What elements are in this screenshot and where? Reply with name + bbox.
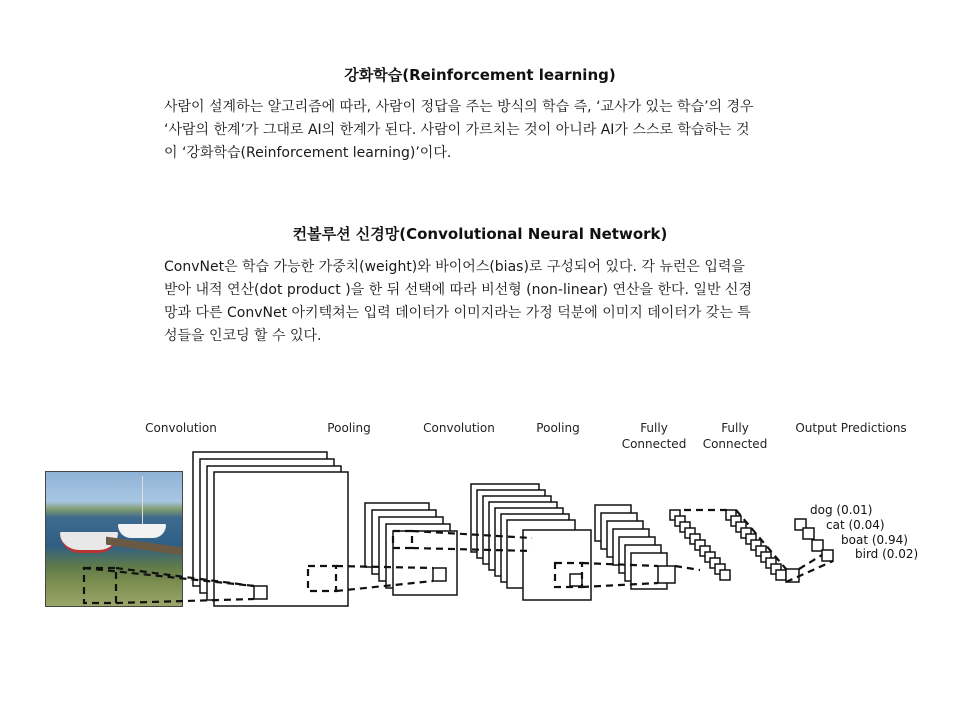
fc2-neuron xyxy=(776,570,786,580)
output-node-bird xyxy=(822,550,833,561)
conv2-map-front xyxy=(523,530,591,600)
caption-line: Fully xyxy=(721,421,749,435)
caption-convolution-2: Convolution xyxy=(423,421,495,435)
section-title-cnn: 컨볼루션 신경망(Convolutional Neural Network) xyxy=(292,225,668,243)
prediction-label: dog xyxy=(810,503,833,517)
input-receptive-field xyxy=(84,568,116,603)
paragraph-line: 이 ‘강화학습(Reinforcement learning)’이다. xyxy=(164,145,452,161)
prediction-value: 0.04 xyxy=(853,518,880,532)
paragraph-line: 받아 내적 연산(dot product )을 한 뒤 선택에 따라 비선형 (non-linear) 연산을 한다. 일반 신경 xyxy=(164,282,752,298)
connector-line xyxy=(799,555,822,569)
caption-convolution-1: Convolution xyxy=(145,421,217,435)
paragraph-line: 망과 다른 ConvNet 아키텍쳐는 입력 데이터가 이미지라는 가정 덕분에 이미지 데이터가 갖는 특 xyxy=(164,305,751,321)
caption-line: Connected xyxy=(702,437,768,451)
pool1-map xyxy=(393,531,457,595)
conv2-receptive-square xyxy=(570,574,582,586)
prediction-boat: boat (0.94) xyxy=(841,533,908,547)
caption-output-predictions: Output Predictions xyxy=(795,421,907,435)
output-node-cat xyxy=(803,528,814,539)
fc1-neuron xyxy=(720,570,730,580)
pool1-receptive-square xyxy=(433,568,446,581)
prediction-dog: dog (0.01) xyxy=(810,503,873,517)
prediction-label: boat xyxy=(841,533,869,547)
caption-pooling-2: Pooling xyxy=(536,421,580,435)
section-title-reinforcement: 강화학습(Reinforcement learning) xyxy=(344,66,616,84)
paragraph-line: ‘사람의 한계’가 그대로 AI의 한계가 된다. 사람이 가르치는 것이 아니라 AI가 스스로 학습하는 것 xyxy=(164,122,750,138)
prediction-value: 0.01 xyxy=(841,503,868,517)
prediction-bird: bird (0.02) xyxy=(855,547,919,561)
caption-line: Connected xyxy=(621,437,687,451)
prediction-label: bird xyxy=(855,547,879,561)
conv1-receptive-square xyxy=(254,586,267,599)
paragraph-line: ConvNet은 학습 가능한 가중치(weight)와 바이어스(bias)로 구성되어 있다. 각 뉴런은 입력을 xyxy=(164,259,745,275)
prediction-label: cat xyxy=(826,518,845,532)
caption-pooling-1: Pooling xyxy=(327,421,371,435)
prediction-value: 0.02 xyxy=(886,547,914,561)
connector-line xyxy=(675,566,700,570)
paragraph-line: 성들을 인코딩 할 수 있다. xyxy=(164,328,322,344)
pool2-receptive-square xyxy=(658,566,675,583)
paragraph-line: 사람이 설계하는 알고리즘에 따라, 사람이 정답을 주는 방식의 학습 즉, ‘교사가 있는 학습’의 경우 xyxy=(164,99,754,115)
conv1-map xyxy=(214,472,348,606)
prediction-cat: cat (0.04) xyxy=(826,518,885,532)
caption-line: Fully xyxy=(640,421,668,435)
prediction-value: 0.94 xyxy=(876,533,904,547)
